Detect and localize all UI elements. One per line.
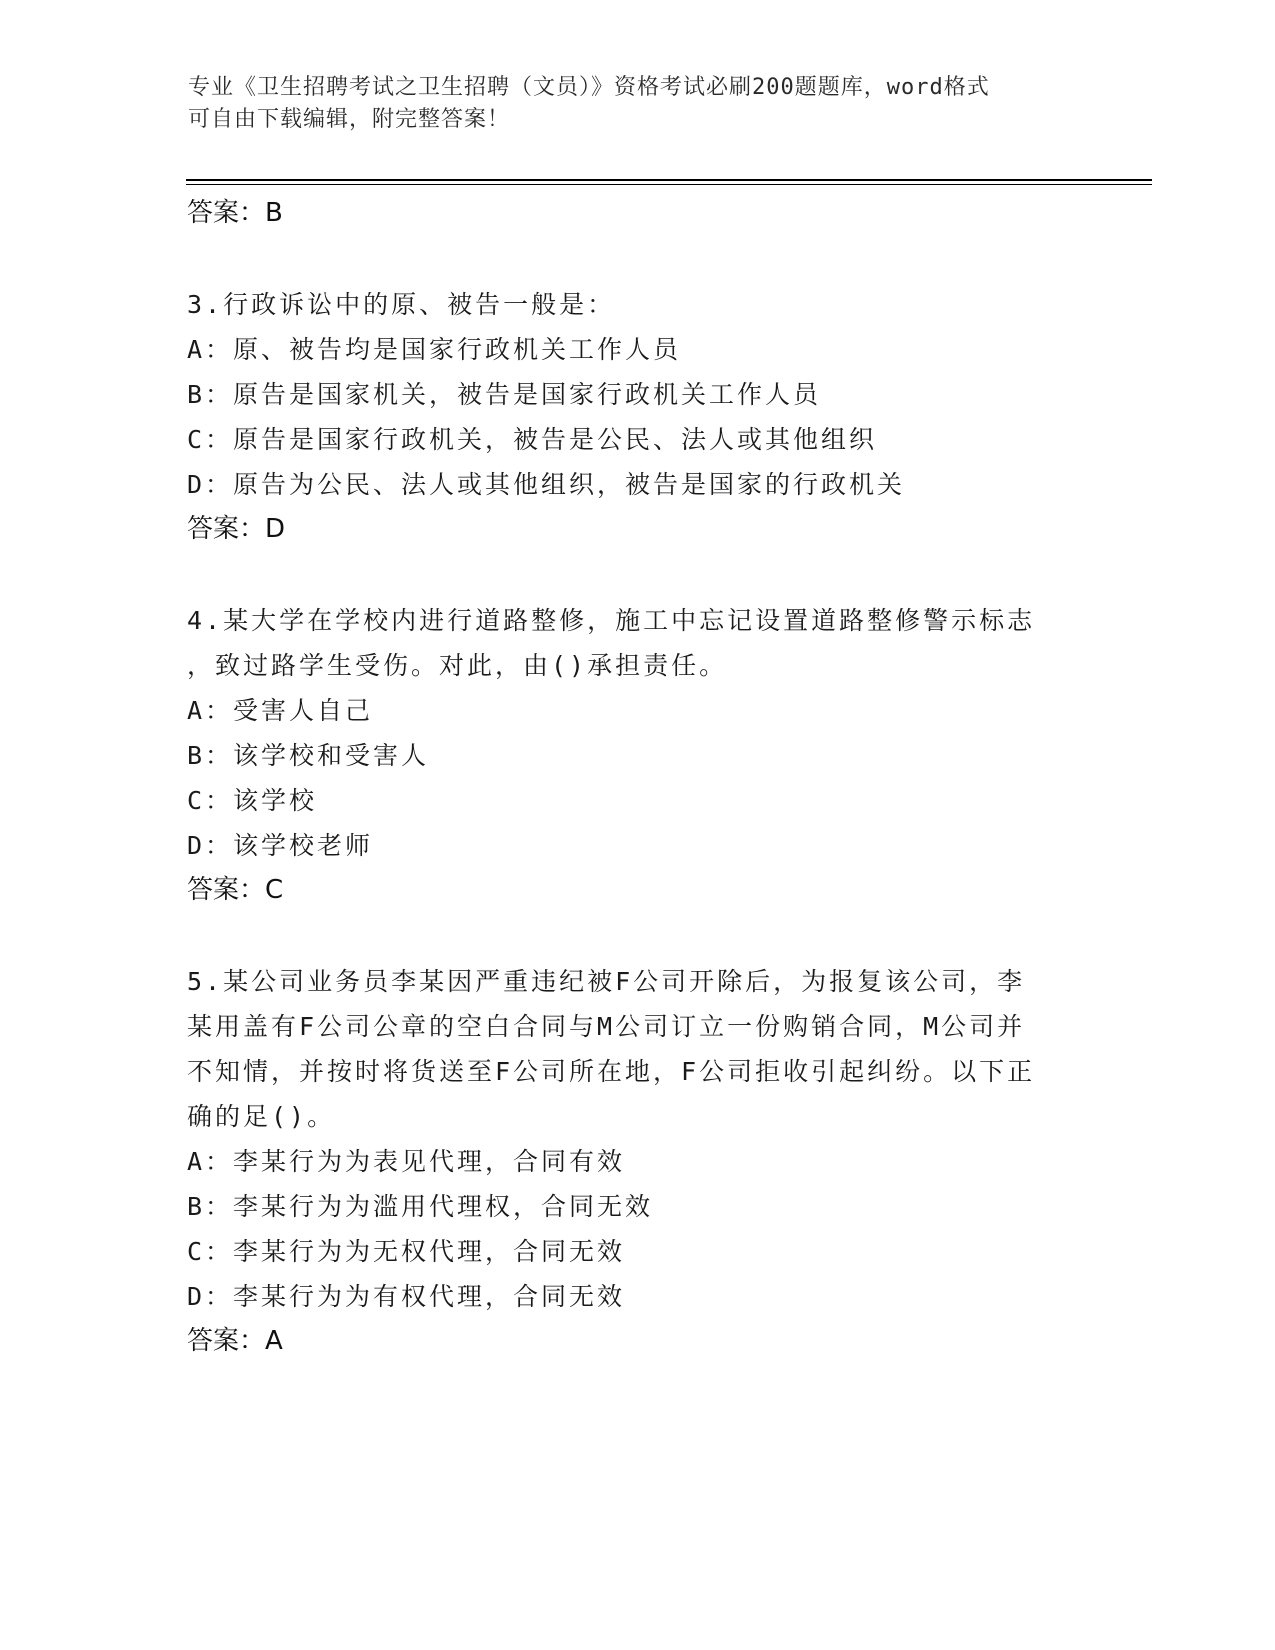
- question-stem: 4.某大学在学校内进行道路整修，施工中忘记设置道路整修警示标志: [187, 606, 1036, 635]
- option-a: A：受害人自己: [187, 696, 374, 725]
- answer: 答案：A: [187, 1326, 283, 1356]
- page-header: [188, 72, 1088, 136]
- previous-answer: 答案：B: [187, 198, 283, 228]
- option-c: C：李某行为为无权代理，合同无效: [187, 1237, 626, 1266]
- option-d: D：原告为公民、法人或其他组织，被告是国家的行政机关: [187, 470, 906, 499]
- option-b: B：李某行为为滥用代理权，合同无效: [187, 1192, 654, 1221]
- question-stem: 确的足()。: [187, 1102, 336, 1131]
- question-stem: 3.行政诉讼中的原、被告一般是：: [187, 290, 616, 319]
- question-list: [187, 191, 1087, 1363]
- spacer: [187, 235, 1087, 282]
- header-divider-thick: [186, 179, 1152, 181]
- header-title-line-1: 专业《卫生招聘考试之卫生招聘（文员）》资格考试必刷200题题库，word格式: [188, 75, 990, 100]
- option-b: B：该学校和受害人: [187, 741, 430, 770]
- option-a: A：李某行为为表见代理，合同有效: [187, 1147, 626, 1176]
- header-divider-thin: [186, 184, 1152, 185]
- question-3: [187, 282, 1087, 551]
- spacer: [187, 551, 1087, 598]
- option-b: B：原告是国家机关，被告是国家行政机关工作人员: [187, 380, 822, 409]
- header-title-line-2: 可自由下载编辑，附完整答案！: [188, 107, 511, 132]
- question-5: [187, 959, 1087, 1363]
- option-a: A：原、被告均是国家行政机关工作人员: [187, 335, 682, 364]
- question-stem: 不知情，并按时将货送至F公司所在地，F公司拒收引起纠纷。以下正: [187, 1057, 1036, 1086]
- spacer: [187, 912, 1087, 959]
- option-c: C：该学校: [187, 786, 318, 815]
- question-4: [187, 598, 1087, 912]
- option-d: D：李某行为为有权代理，合同无效: [187, 1282, 626, 1311]
- option-d: D：该学校老师: [187, 831, 374, 860]
- option-c: C：原告是国家行政机关，被告是公民、法人或其他组织: [187, 425, 878, 454]
- question-stem: 某用盖有F公司公章的空白合同与M公司订立一份购销合同，M公司并: [187, 1012, 1026, 1041]
- answer: 答案：C: [187, 875, 284, 905]
- question-stem: 5.某公司业务员李某因严重违纪被F公司开除后，为报复该公司，李: [187, 967, 1026, 996]
- question-stem: ，致过路学生受伤。对此，由()承担责任。: [187, 651, 728, 680]
- answer: 答案：D: [187, 514, 286, 544]
